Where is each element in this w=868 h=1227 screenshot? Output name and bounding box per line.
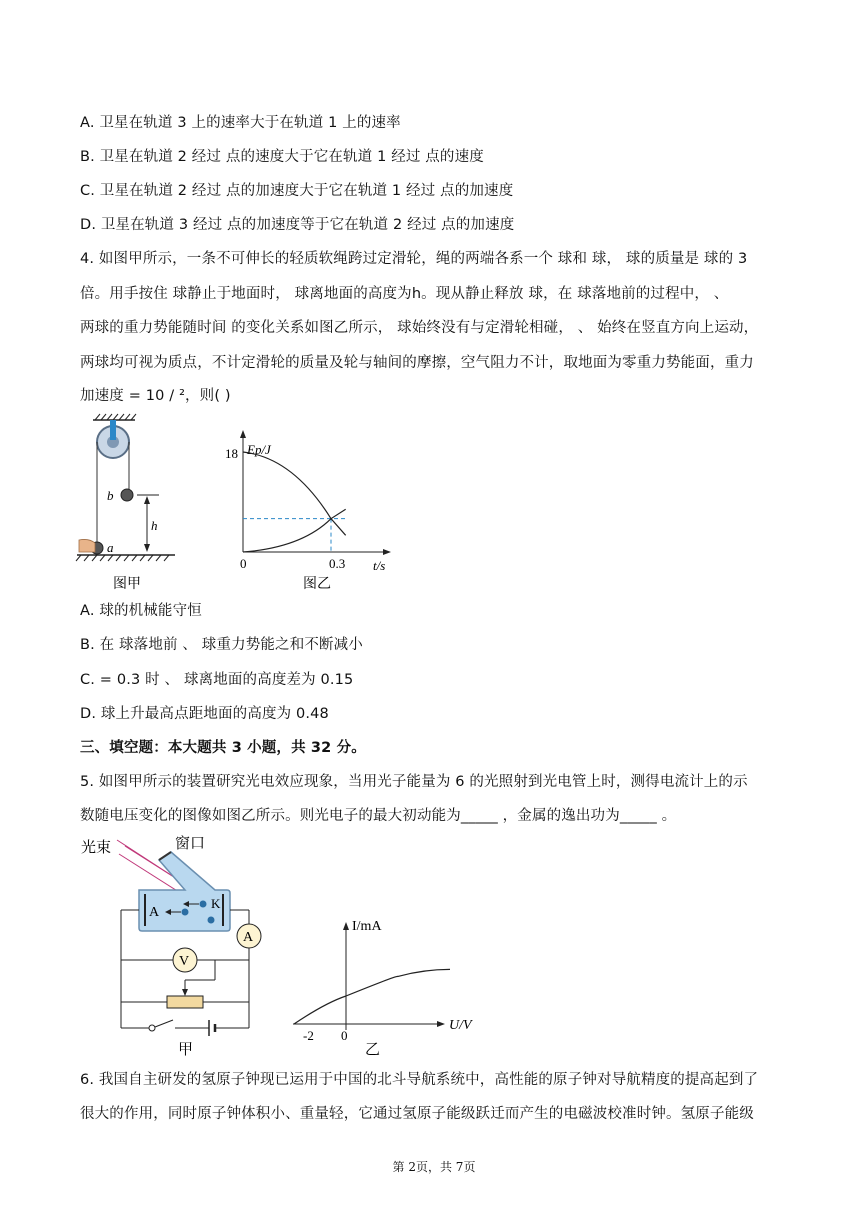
question-4-line-3: 两球的重力势能随时间 的变化关系如图乙所示， 球始终没有与定滑轮相碰， 、 始终在竖直方向上运动，	[80, 320, 759, 336]
option-3b: B. 卫星在轨道 2 经过 点的速度大于它在轨道 1 经过 点的速度	[80, 149, 484, 165]
label-light-beam: 光束	[81, 838, 112, 856]
x-tick-0-3: 0.3	[329, 556, 346, 571]
x-tick-minus-2: -2	[303, 1028, 314, 1043]
section-3-heading: 三、填空题：本大题共 3 小题，共 32 分。	[80, 740, 366, 756]
photoelectric-circuit	[81, 834, 261, 1058]
question-4-line-1: 4. 如图甲所示，一条不可伸长的轻质软绳跨过定滑轮，绳的两端各系一个 球和 球， 球的质量是 球的 3	[80, 251, 748, 267]
y-tick-18: 18	[225, 446, 238, 461]
option-3d: D. 卫星在轨道 3 经过 点的加速度等于它在轨道 2 经过 点的加速度	[80, 217, 515, 233]
question-5-line-1: 5. 如图甲所示的装置研究光电效应现象，当用光子能量为 6 的光照射到光电管上时，测得电流计上的示	[80, 774, 748, 790]
chart-i-vs-u	[293, 919, 473, 1058]
label-cathode-K: K	[211, 896, 221, 911]
x-axis-label: U/V	[449, 1018, 472, 1033]
option-4b: B. 在 球落地前 、 球重力势能之和不断减小	[80, 637, 363, 653]
caption-fig-jia-5: 甲	[178, 1040, 194, 1058]
ball-b	[121, 489, 133, 501]
y-axis-label: I/mA	[352, 919, 382, 934]
series-ep-b	[243, 509, 346, 552]
option-4d: D. 球上升最高点距地面的高度为 0.48	[80, 706, 329, 722]
series-ep-a	[243, 452, 346, 535]
caption-fig-yi: 图乙	[303, 576, 331, 592]
option-4c: C. = 0.3 时 、 球离地面的高度差为 0.15	[80, 672, 354, 688]
origin-label: 0	[341, 1028, 348, 1043]
rheostat	[167, 996, 203, 1008]
option-4a: A. 球的机械能守恒	[80, 603, 202, 619]
label-a: a	[107, 540, 114, 555]
voltmeter-label: V	[179, 954, 190, 969]
hand-icon	[79, 539, 95, 552]
switch	[149, 1025, 155, 1031]
question-6-line-2: 很大的作用，同时原子钟体积小、重量轻，它通过氢原子能级跃迁而产生的电磁波校准时钟。氢原子能级	[80, 1106, 754, 1122]
label-h: h	[151, 518, 158, 533]
figure-4	[75, 412, 415, 594]
question-4-line-2: 倍。用手按住 球静止于地面时， 球离地面的高度为h。现从静止释放 球，在 球落地前的过程中， 、	[80, 286, 729, 302]
chart-ep-vs-t	[225, 430, 391, 592]
figure-5	[75, 830, 505, 1060]
question-5-line-2: 数随电压变化的图像如图乙所示。则光电子的最大初动能为_____ ，金属的逸出功为_____ 。	[80, 808, 677, 824]
question-4-line-4: 两球均可视为质点，不计定滑轮的质量及轮与轴间的摩擦，空气阻力不计，取地面为零重力势能面，重力	[80, 355, 754, 371]
caption-fig-jia: 图甲	[113, 576, 141, 592]
option-3a: A. 卫星在轨道 3 上的速率大于在轨道 1 上的速率	[80, 115, 401, 131]
origin-label: 0	[240, 556, 247, 571]
question-4-line-5: 加速度 = 10 / ²，则( )	[80, 388, 231, 404]
pulley-apparatus	[76, 414, 175, 592]
option-3c: C. 卫星在轨道 2 经过 点的加速度大于它在轨道 1 经过 点的加速度	[80, 183, 514, 199]
caption-fig-yi-5: 乙	[365, 1040, 381, 1058]
ammeter-label: A	[243, 930, 254, 945]
label-anode-A: A	[149, 905, 160, 920]
series-i-u	[294, 969, 450, 1024]
x-axis-label: t/s	[373, 558, 386, 573]
page-footer: 第 2页，共 7页	[392, 1160, 476, 1174]
label-b: b	[107, 488, 114, 503]
question-6-line-1: 6. 我国自主研发的氢原子钟现已运用于中国的北斗导航系统中，高性能的原子钟对导航精度的提高起到了	[80, 1072, 759, 1088]
label-window: 窗口	[175, 834, 206, 852]
y-axis-label: Ep/J	[247, 442, 271, 457]
